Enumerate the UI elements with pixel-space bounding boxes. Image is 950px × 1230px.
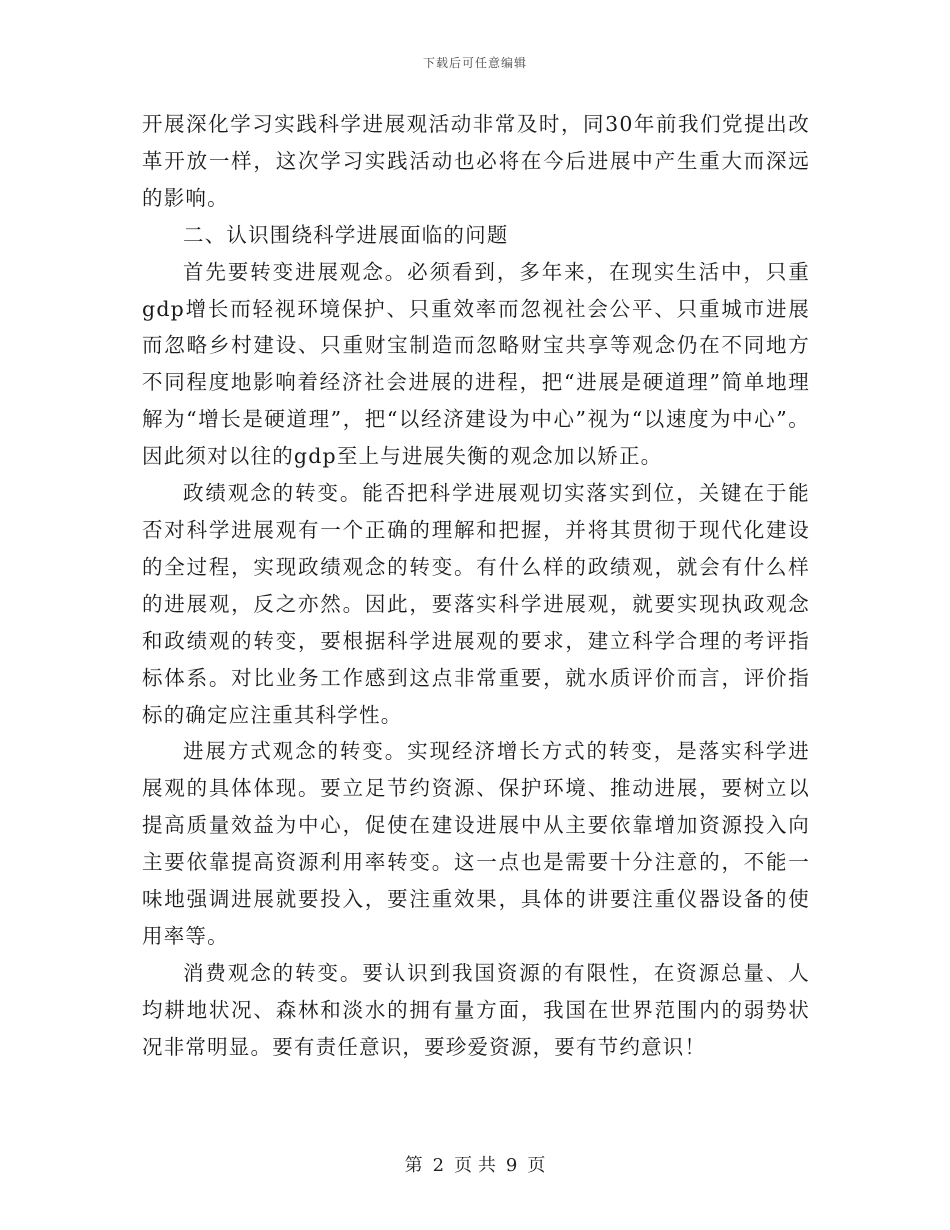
section-heading: 二、认识围绕科学进展面临的问题 <box>183 222 509 247</box>
page-footer <box>0 1151 950 1177</box>
paragraph-development-mode: 进展方式观念的转变。实现经济增长方式的转变，是落实科学进展观的具体体现。要立足节约资源、保护环境、推动进展，要树立以提高质量效益为中心，促使在建设进展中从主要依靠增加资源投入向主要依靠提高资源利用率转变。这一点也是需要十分注意的，不能一味地强调进展就要投入，要注重效果，具体的讲要注重仪器设备的使用率等。 <box>142 739 810 948</box>
paragraph-performance-concept: 政绩观念的转变。能否把科学进展观切实落实到位，关键在于能否对科学进展观有一个正确的理解和把握，并将其贯彻于现代化建设的全过程，实现政绩观念的转变。有什么样的政绩观，就会有什么样的进展观，反之亦然。因此，要落实科学进展观，就要实现执政观念和政绩观的转变，要根据科学进展观的要求，建立科学合理的考评指标体系。对比业务工作感到这点非常重要，就水质评价而言，评价指标的确定应注重其科学性。 <box>142 481 810 727</box>
paragraph-development-concept: 首先要转变进展观念。必须看到，多年来，在现实生活中，只重gdp增长而轻视环境保护、只重效率而忽视社会公平、只重城市进展而忽略乡村建设、只重财宝制造而忽略财宝共享等观念仍在不同地方不同程度地影响着经济社会进展的进程，把“进展是硬道理”简单地理解为“增长是硬道理”，把“以经济建设为中心”视为“以速度为中心”。因此须对以往的gdp至上与进展失衡的观念加以矫正。 <box>142 259 810 469</box>
document-body <box>142 106 810 1066</box>
footer-suffix: 页 <box>527 1155 546 1176</box>
total-pages-number: 9 <box>505 1155 518 1176</box>
current-page-number: 2 <box>432 1155 445 1176</box>
paragraph-consumption-concept: 消费观念的转变。要认识到我国资源的有限性，在资源总量、人均耕地状况、森林和淡水的拥有量方面，我国在世界范围内的弱势状况非常明显。要有责任意识，要珍爱资源，要有节约意识！ <box>142 960 810 1059</box>
footer-middle: 页 共 <box>454 1155 496 1176</box>
paragraph-continuation: 开展深化学习实践科学进展观活动非常及时，同30年前我们党提出改革开放一样，这次学习实践活动也必将在今后进展中产生重大而深远的影响。 <box>142 112 810 210</box>
page-header: 下载后可任意编辑 <box>422 56 527 70</box>
footer-prefix: 第 <box>404 1155 423 1176</box>
